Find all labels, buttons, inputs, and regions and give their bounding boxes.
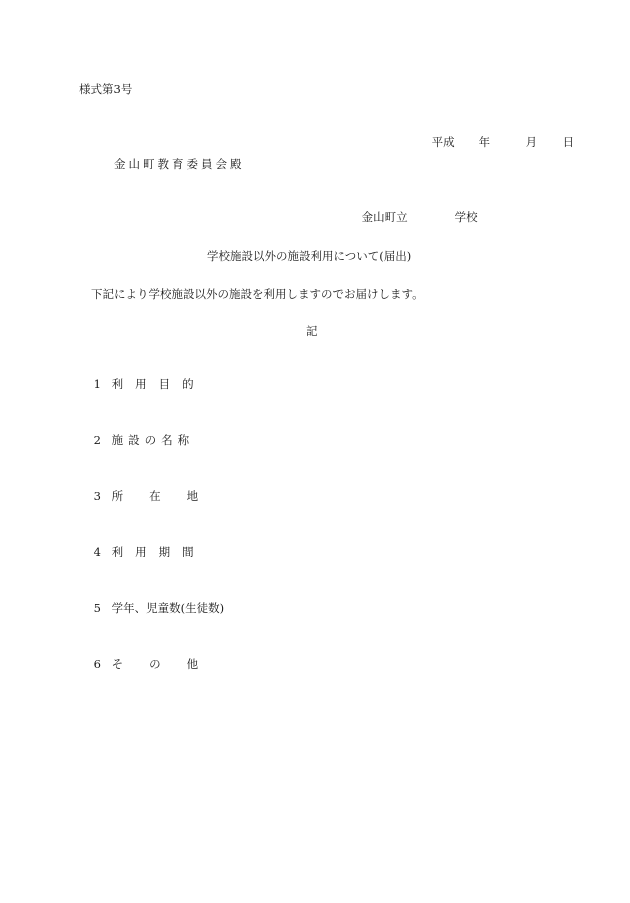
item-other <box>79 640 224 688</box>
date-era: 平成 <box>431 135 455 149</box>
item-number: 2 <box>93 433 101 447</box>
date-line <box>417 118 574 166</box>
date-day-label: 日 <box>562 135 575 149</box>
item-label: 所在地 <box>111 489 225 503</box>
sender-school <box>347 193 478 241</box>
item-label: 利用目的 <box>111 377 206 391</box>
item-location <box>79 472 224 520</box>
body-text: 下記により学校施設以外の施設を利用しますのでお届けします。 <box>91 287 424 301</box>
sender-school-label: 学校 <box>454 210 478 224</box>
item-label: 学年、児童数(生徒数) <box>111 601 225 615</box>
item-facility-name <box>79 416 194 464</box>
date-month-label: 月 <box>525 135 538 149</box>
sender-town-school: 金山町立 <box>361 210 408 224</box>
item-grade-count <box>79 584 224 632</box>
item-label: その他 <box>111 657 225 671</box>
date-year-label: 年 <box>478 135 491 149</box>
form-number: 様式第3号 <box>79 82 133 96</box>
item-label: 利用期間 <box>111 545 206 559</box>
item-number: 3 <box>93 489 101 503</box>
item-number: 6 <box>93 657 101 671</box>
addressee: 金山町教育委員会殿 <box>114 157 245 171</box>
item-number: 4 <box>93 545 101 559</box>
item-number: 1 <box>93 377 101 391</box>
item-purpose <box>79 360 206 408</box>
item-label: 施設の名称 <box>111 433 195 447</box>
document-title: 学校施設以外の施設利用について(届出) <box>207 249 412 263</box>
ki-heading: 記 <box>306 324 318 338</box>
item-number: 5 <box>93 601 101 615</box>
item-period <box>79 528 206 576</box>
